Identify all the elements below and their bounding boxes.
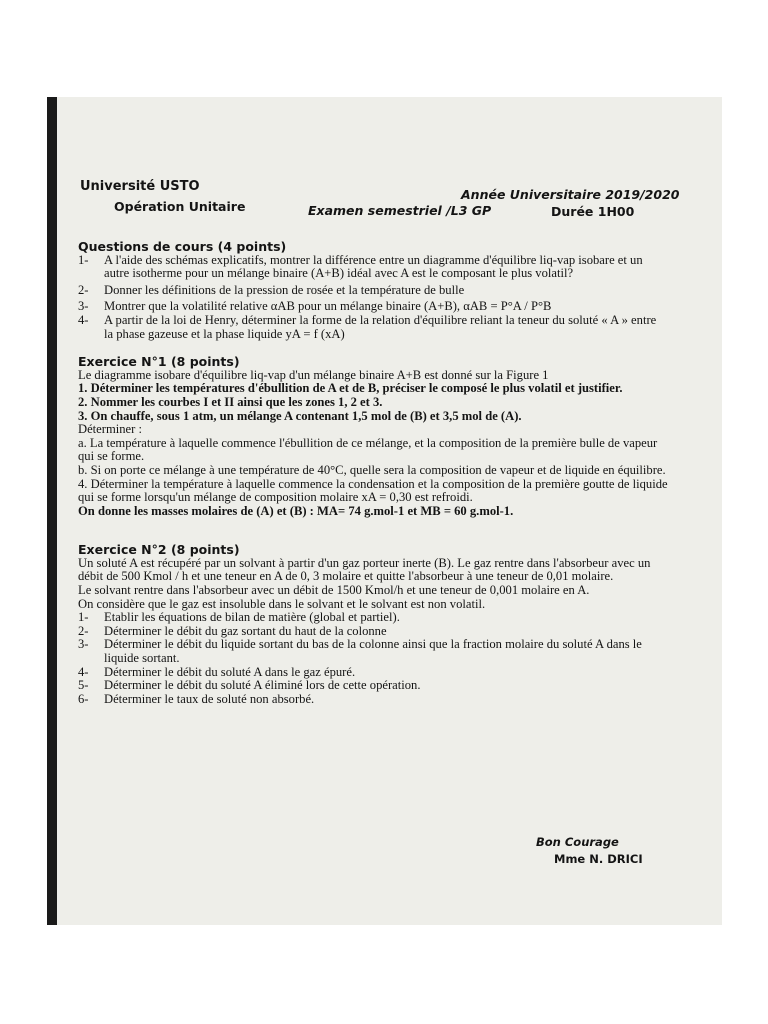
- closing-phrase: Bon Courage: [536, 835, 619, 849]
- scan-margin-shadow: [47, 97, 57, 925]
- exam-content: [78, 178, 680, 706]
- exercise2-title: Exercice N°2 (8 points): [78, 542, 240, 558]
- exam-header: [78, 178, 680, 219]
- questions-title: Questions de cours (4 points): [78, 239, 287, 254]
- question-item: 3- Montrer que la volatilité relative αAB pour un mélange binaire (A+B), αAB = P°A / P°B: [78, 299, 552, 314]
- question-item: 2- Donner les définitions de la pression de rosée et la température de bulle: [78, 282, 465, 297]
- ex1-q1: 1. Déterminer les températures d'ébullition de A et de B, préciser le composé le plus volatil et justifier.: [78, 381, 623, 396]
- ex1-intro: Le diagramme isobare d'équilibre liq-vap d'un mélange binaire A+B est donné sur la Figure 1: [78, 367, 549, 382]
- ex1-molar-masses: On donne les masses molaires de (A) et (B) : MA= 74 g.mol-1 et MB = 60 g.mol-1.: [78, 503, 514, 518]
- ex2-item: 1- Etablir les équations de bilan de matière (global et partiel).: [78, 610, 400, 625]
- module-name: Opération Unitaire: [114, 199, 246, 214]
- ex1-qb: b. Si on porte ce mélange à une température de 40°C, quelle sera la composition de vapeur et de liquide en équilibre.: [78, 462, 666, 477]
- ex1-q3: 3. On chauffe, sous 1 atm, un mélange A contenant 1,5 mol de (B) et 3,5 mol de (A).: [78, 408, 522, 423]
- ex2-item: 5- Déterminer le débit du soluté A éliminé lors de cette opération.: [78, 678, 421, 693]
- exam-title: Examen semestriel /L3 GP: [308, 203, 492, 218]
- ex2-assumption: On considère que le gaz est insoluble dans le solvant et le solvant est non volatil.: [78, 596, 486, 611]
- ex1-determine: Déterminer :: [78, 422, 142, 437]
- ex1-q2: 2. Nommer les courbes I et II ainsi que les zones 1, 2 et 3.: [78, 394, 383, 409]
- university-name: Université USTO: [80, 179, 200, 194]
- teacher-name: Mme N. DRICI: [554, 852, 643, 866]
- ex2-item: 4- Déterminer le débit du soluté A dans le gaz épuré.: [78, 664, 356, 679]
- question-item: 1- A l'aide des schémas explicatifs, montrer la différence entre un diagramme d'équilibre liq-vap isobare et un autre isotherme pour un mélange binaire (A+B) idéal avec A est le composant le plus volatil?: [78, 252, 643, 281]
- exam-duration: Durée 1H00: [551, 204, 635, 219]
- academic-year: Année Universitaire 2019/2020: [461, 187, 680, 202]
- ex2-intro: Un soluté A est récupéré par un solvant à partir d'un gaz porteur inerte (B). Le gaz rentre dans l'absorbeur avec un débit de 500 Kmol / h et une teneur en A de 0, 3 molaire et quitte l'absorbeur à une teneur de 0,01 molaire.: [78, 555, 651, 584]
- exercise1-title: Exercice N°1 (8 points): [78, 354, 240, 370]
- ex1-q4: 4. Déterminer la température à laquelle commence la condensation et la composition de la première goutte de liquide qui se forme lorsqu'un mélange de composition molaire xA = 0,30 est refroidi.: [78, 476, 668, 505]
- ex2-item: 3- Déterminer le débit du liquide sortant du bas de la colonne ainsi que la fraction molaire du soluté A dans le liquide sortant.: [78, 637, 642, 666]
- signature: [536, 834, 643, 868]
- question-item: 4- A partir de la loi de Henry, déterminer la forme de la relation d'équilibre reliant la teneur du soluté « A » entre la phase gazeuse et la phase liquide yA = f (xA): [78, 312, 657, 341]
- ex2-item: 6- Déterminer le taux de soluté non absorbé.: [78, 691, 315, 706]
- ex2-solvent: Le solvant rentre dans l'absorbeur avec un débit de 1500 Kmol/h et une teneur de 0,001 molaire en A.: [78, 583, 590, 598]
- ex2-item: 2- Déterminer le débit du gaz sortant du haut de la colonne: [78, 623, 387, 638]
- ex1-qa: a. La température à laquelle commence l'ébullition de ce mélange, et la composition de la première bulle de vapeur qui se forme.: [78, 435, 658, 464]
